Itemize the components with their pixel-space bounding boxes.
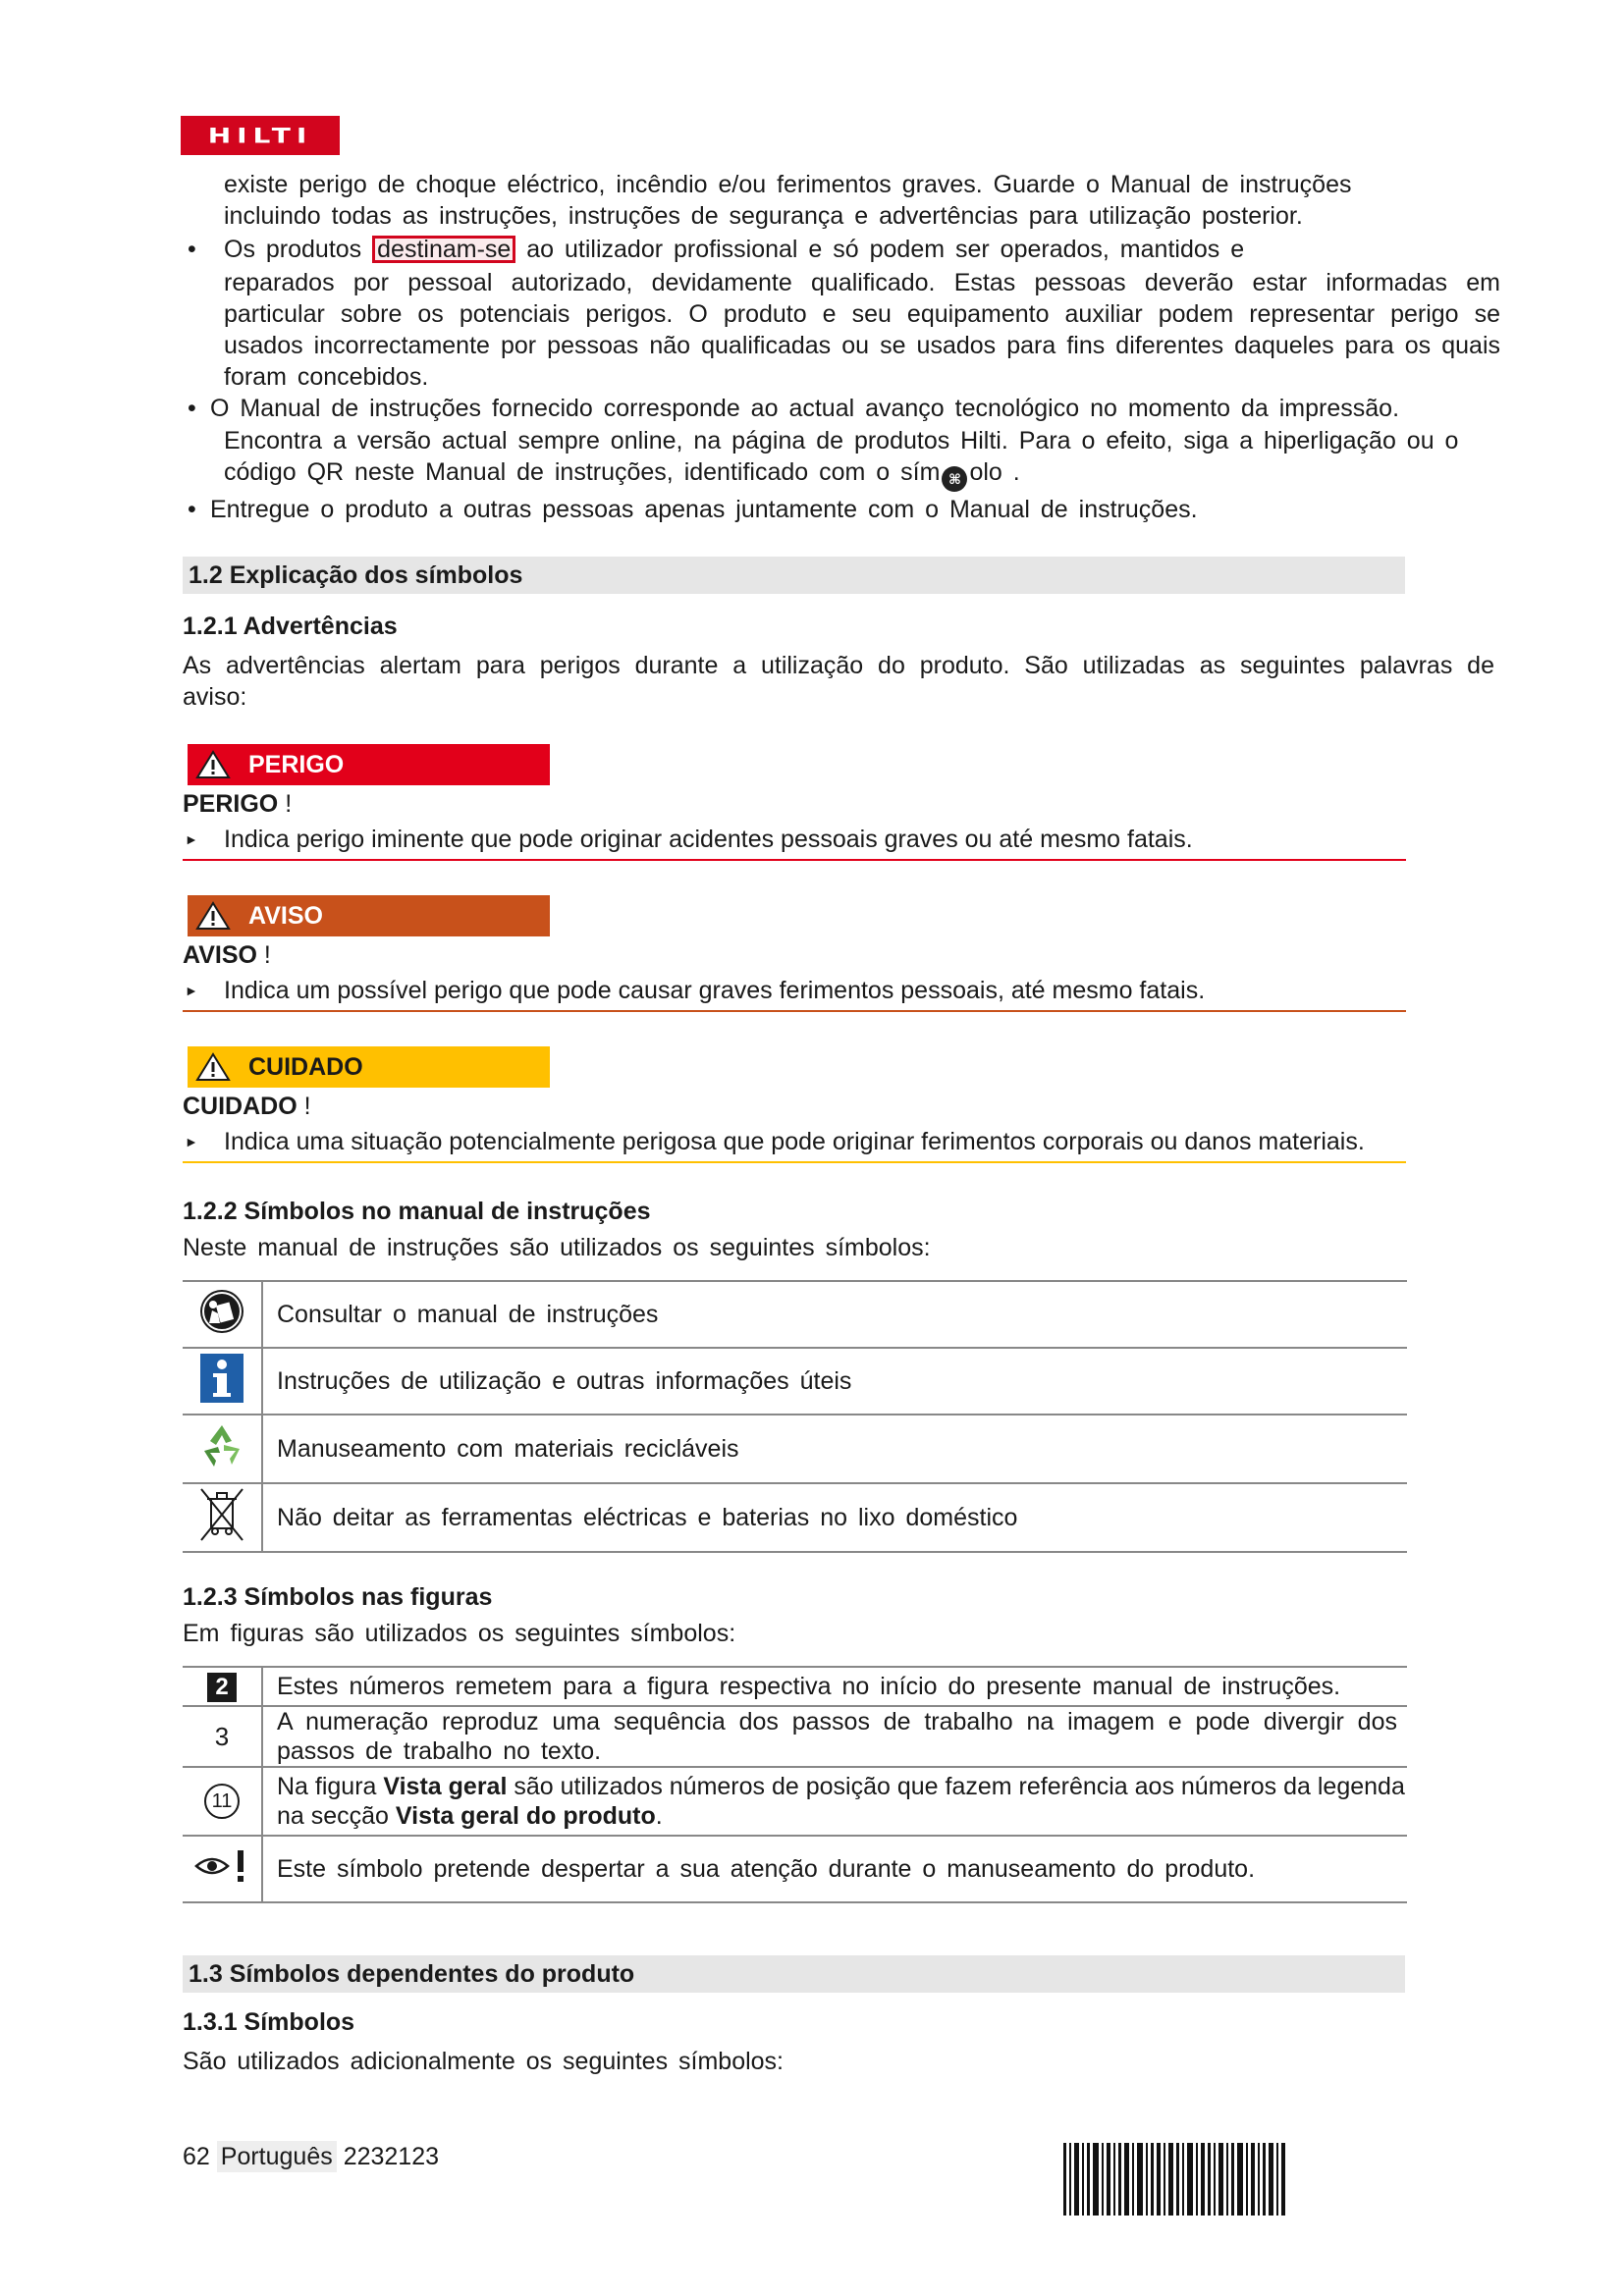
footer-language: Português — [217, 2141, 337, 2172]
pointer-icon: ► — [185, 1134, 198, 1149]
signal-bar-warning: AVISO — [188, 895, 550, 936]
attention-eye-icon — [183, 1836, 262, 1902]
warning-triangle-icon — [195, 750, 231, 779]
signal-title-warning: AVISO ! — [183, 941, 271, 969]
signal-text-warning: Indica um possível perigo que pode causar graves ferimentos pessoais, até mesmo fatais. — [224, 977, 1206, 1004]
table-row — [183, 1281, 1407, 1348]
signal-bar-danger: PERIGO — [188, 744, 550, 785]
bullet-item-hand-over: Entregue o produto a outras pessoas apenas juntamente com o Manual de instruções. — [210, 496, 1198, 523]
warnings-intro: As advertências alertam para perigos durante a utilização do produto. São utilizadas as seguintes palavras de aviso: — [183, 652, 1494, 711]
bullet-item-manual-version-cont: Encontra a versão actual sempre online, na página de produtos Hilti. Para o efeito, siga a hiperligação ou o código QR neste Manual de instruções, identificado com o sím ⌘ olo . — [224, 425, 1500, 492]
table-row — [183, 1667, 1407, 1706]
page-footer — [183, 2141, 439, 2172]
table-row — [183, 1483, 1407, 1552]
list-item: Manuseamento com materiais recicláveis — [262, 1415, 1407, 1483]
bullet-item-manual-version: O Manual de instruções fornecido corresponde ao actual avanço tecnológico no momento da impressão. — [210, 395, 1400, 422]
figure-symbols-table — [183, 1666, 1407, 1903]
table-row — [183, 1706, 1407, 1767]
list-item: Instruções de utilização e outras informações úteis — [262, 1348, 1407, 1415]
bullet-item-professional-use: Os produtos destinam-se ao utilizador profissional e só podem ser operados, mantidos e — [224, 236, 1245, 263]
list-item: Na figura Vista geral são utilizados números de posição que fazem referência aos números da legenda na secção Vista geral do produto. — [262, 1767, 1407, 1836]
subsection-heading-1-2-3: 1.2.3 Símbolos nas figuras — [183, 1583, 493, 1611]
signal-bar-caution: CUIDADO — [188, 1046, 550, 1088]
subsection-heading-1-3-1: 1.3.1 Símbolos — [183, 2008, 355, 2036]
intro-continuation: existe perigo de choque eléctrico, incêndio e/ou ferimentos graves. Guarde o Manual de instruções incluindo todas as instruções, instruções de segurança e advertências para utilização posterior. — [224, 171, 1352, 230]
info-icon — [183, 1348, 262, 1415]
bullet-item-professional-use-cont: reparados por pessoal autorizado, devidamente qualificado. Estas pessoas deverão estar informadas em particular sobre os potenciais perigos. O produto e seu equipamento auxiliar podem representar perigo se usados incorrectamente por pessoas não qualificadas ou se usados para fins diferentes daqueles para os quais foram concebidos. — [224, 269, 1500, 391]
hilti-logo — [181, 116, 340, 155]
barcode — [1063, 2143, 1404, 2216]
pointer-icon: ► — [185, 983, 198, 998]
section-header-1-3: 1.3 Símbolos dependentes do produto — [183, 1955, 1405, 1993]
figure-number-icon: 2 — [183, 1667, 262, 1706]
table-row — [183, 1836, 1407, 1902]
warning-triangle-icon — [195, 901, 231, 931]
crossed-bin-icon — [183, 1483, 262, 1552]
divider-danger — [183, 859, 1406, 861]
pointer-icon: ► — [185, 831, 198, 847]
subsection-heading-1-2-1: 1.2.1 Advertências — [183, 613, 398, 640]
manual-icon — [183, 1281, 262, 1348]
position-number-icon: 11 — [183, 1767, 262, 1836]
list-item: Estes números remetem para a figura respectiva no início do presente manual de instruções. — [262, 1667, 1407, 1706]
signal-title-danger: PERIGO ! — [183, 790, 293, 818]
list-item: A numeração reproduz uma sequência dos passos de trabalho na imagem e pode divergir dos passos de trabalho no texto. — [262, 1706, 1407, 1767]
list-item: Não deitar as ferramentas eléctricas e baterias no lixo doméstico — [262, 1483, 1407, 1552]
logo-text: HILTI — [207, 123, 313, 148]
list-item: Este símbolo pretende despertar a sua atenção durante o manuseamento do produto. — [262, 1836, 1407, 1902]
bullet-dot: • — [188, 496, 196, 523]
qr-link-icon: ⌘ — [942, 466, 967, 492]
table-row — [183, 1767, 1407, 1836]
doc-number: 2232123 — [343, 2143, 440, 2170]
signal-title-caution: CUIDADO ! — [183, 1093, 311, 1120]
list-item: Consultar o manual de instruções — [262, 1281, 1407, 1348]
divider-warning — [183, 1010, 1406, 1012]
page-number: 62 — [183, 2143, 210, 2170]
manual-symbols-intro: Neste manual de instruções são utilizados os seguintes símbolos: — [183, 1234, 931, 1261]
warning-triangle-icon — [195, 1052, 231, 1082]
section-header-1-2: 1.2 Explicação dos símbolos — [183, 557, 1405, 594]
manual-symbols-table — [183, 1280, 1407, 1553]
bullet-dot: • — [188, 395, 196, 422]
highlighted-word: destinam-se — [372, 236, 515, 263]
table-row — [183, 1415, 1407, 1483]
bullet-dot: • — [188, 236, 196, 263]
divider-caution — [183, 1161, 1406, 1163]
signal-text-danger: Indica perigo iminente que pode originar acidentes pessoais graves ou até mesmo fatais. — [224, 826, 1193, 853]
subsection-heading-1-2-2: 1.2.2 Símbolos no manual de instruções — [183, 1198, 651, 1225]
signal-text-caution: Indica uma situação potencialmente perigosa que pode originar ferimentos corporais ou danos materiais. — [224, 1128, 1365, 1155]
recycle-icon — [183, 1415, 262, 1483]
figure-symbols-intro: Em figuras são utilizados os seguintes símbolos: — [183, 1620, 736, 1647]
table-row — [183, 1348, 1407, 1415]
product-symbols-intro: São utilizados adicionalmente os seguintes símbolos: — [183, 2048, 785, 2075]
step-number-icon: 3 — [183, 1706, 262, 1767]
